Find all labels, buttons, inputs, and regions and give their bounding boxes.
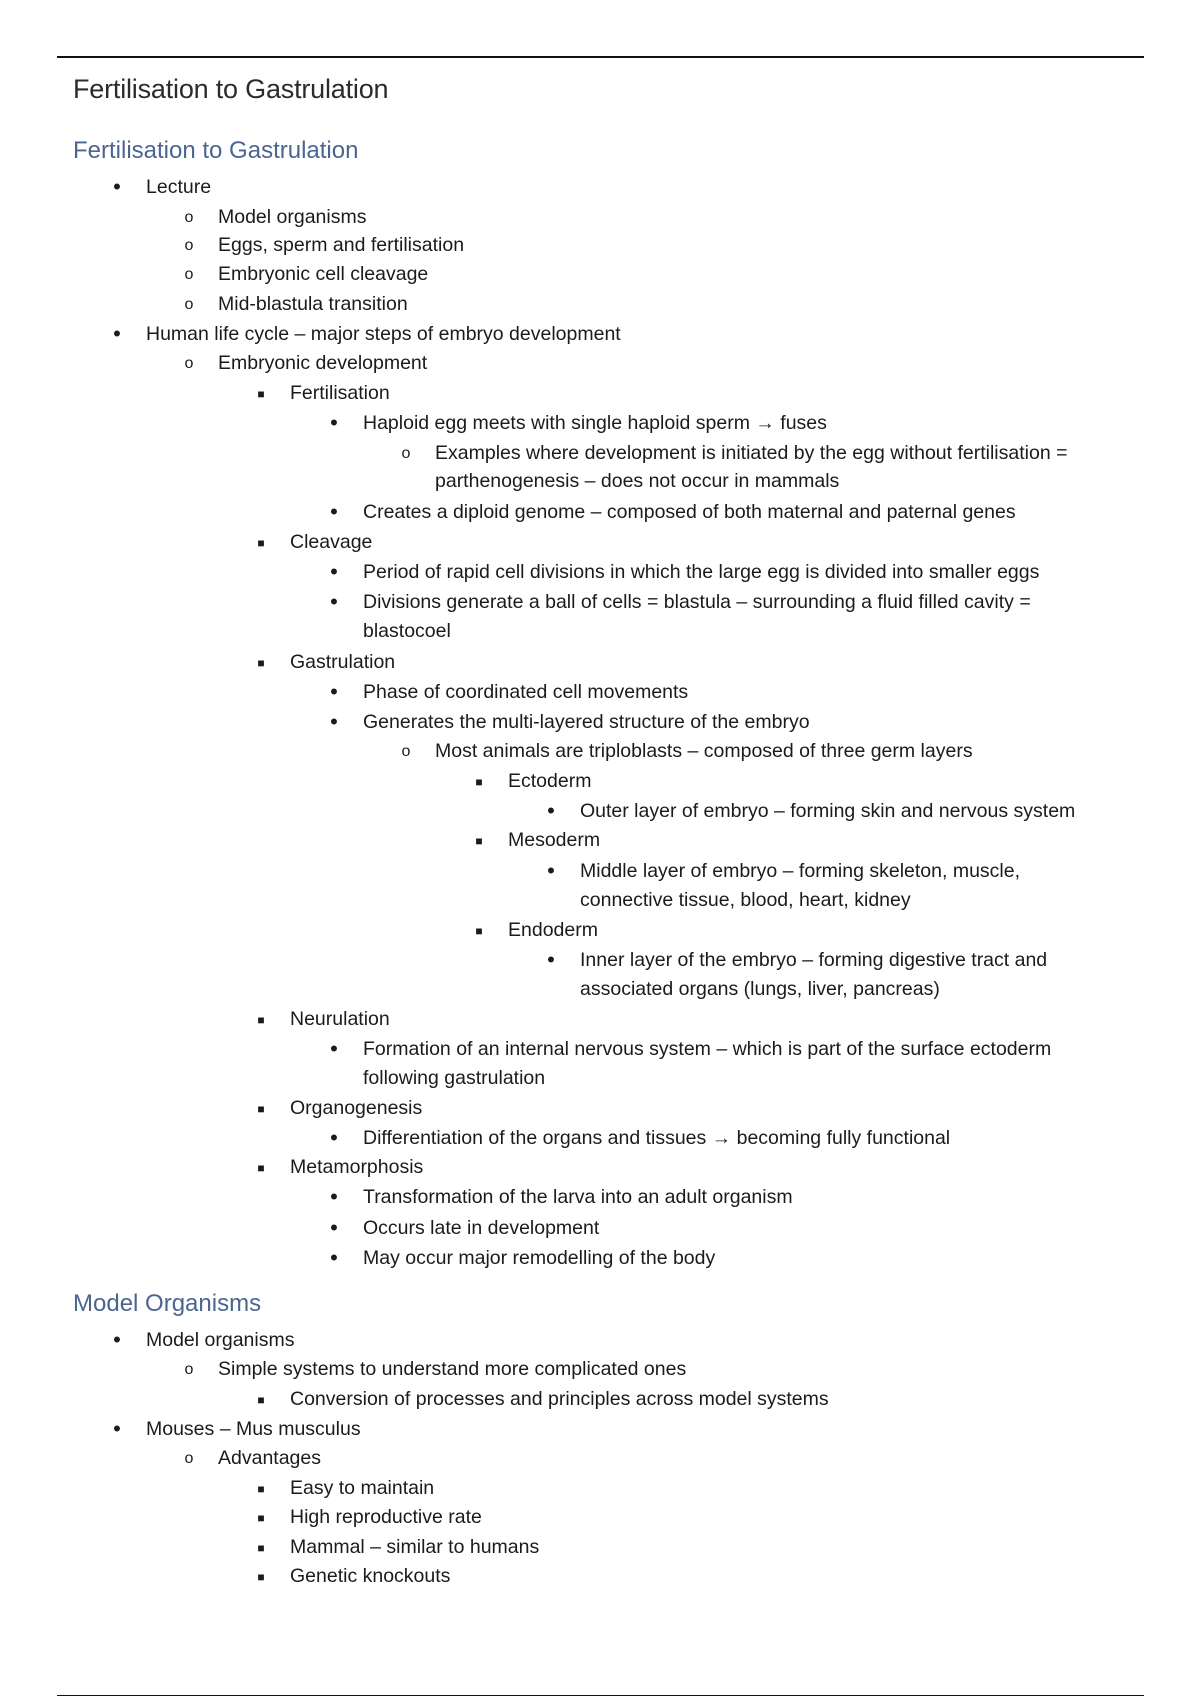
hollow-bullet-icon: o xyxy=(184,266,194,283)
square-bullet-icon: ■ xyxy=(257,1393,265,1407)
list-item: o Most animals are triploblasts – composed of three germ layers xyxy=(435,739,973,763)
list-item: • Inner layer of the embryo – forming digestive tract and xyxy=(580,948,1047,972)
square-bullet-icon: ■ xyxy=(257,1541,265,1555)
list-item: ■ Fertilisation xyxy=(290,381,390,405)
list-item: • Divisions generate a ball of cells = blastula – surrounding a fluid filled cavity = xyxy=(363,590,1031,614)
list-item: • Model organisms xyxy=(146,1328,294,1352)
bullet-icon: • xyxy=(547,798,555,823)
list-item: o Mid-blastula transition xyxy=(218,292,408,316)
bullet-icon: • xyxy=(330,499,338,524)
list-item: ■ Metamorphosis xyxy=(290,1155,423,1179)
list-item: ■ Easy to maintain xyxy=(290,1476,434,1500)
list-item: o Simple systems to understand more complicated ones xyxy=(218,1357,686,1381)
square-bullet-icon: ■ xyxy=(475,775,483,789)
hollow-bullet-icon: o xyxy=(401,743,411,760)
square-bullet-icon: ■ xyxy=(257,387,265,401)
list-item-continuation: blastocoel xyxy=(363,620,451,642)
hollow-bullet-icon: o xyxy=(184,237,194,254)
square-bullet-icon: ■ xyxy=(257,1570,265,1584)
bullet-icon: • xyxy=(113,321,121,346)
square-bullet-icon: ■ xyxy=(475,834,483,848)
list-item: • Occurs late in development xyxy=(363,1216,599,1240)
hollow-bullet-icon: o xyxy=(184,1450,194,1467)
hollow-bullet-icon: o xyxy=(184,296,194,313)
list-item: ■ High reproductive rate xyxy=(290,1505,482,1529)
bullet-icon: • xyxy=(330,589,338,614)
bottom-rule xyxy=(57,1695,1144,1696)
bullet-icon: • xyxy=(113,174,121,199)
bullet-icon: • xyxy=(330,1245,338,1270)
list-item: ■ Gastrulation xyxy=(290,650,395,674)
square-bullet-icon: ■ xyxy=(257,536,265,550)
list-item: ■ Genetic knockouts xyxy=(290,1564,450,1588)
square-bullet-icon: ■ xyxy=(257,1013,265,1027)
list-item: • Lecture xyxy=(146,175,211,199)
list-item: ■ Neurulation xyxy=(290,1007,390,1031)
list-item: o Embryonic cell cleavage xyxy=(218,262,428,286)
list-item-continuation: connective tissue, blood, heart, kidney xyxy=(580,889,911,911)
list-item: • Mouses – Mus musculus xyxy=(146,1417,361,1441)
list-item: • May occur major remodelling of the body xyxy=(363,1246,715,1270)
square-bullet-icon: ■ xyxy=(257,1511,265,1525)
section-heading: Model Organisms xyxy=(73,1290,262,1317)
bullet-icon: • xyxy=(330,709,338,734)
hollow-bullet-icon: o xyxy=(401,445,411,462)
square-bullet-icon: ■ xyxy=(475,924,483,938)
list-item: • Generates the multi-layered structure of the embryo xyxy=(363,710,810,734)
bullet-icon: • xyxy=(330,1036,338,1061)
section-heading: Fertilisation to Gastrulation xyxy=(73,137,359,164)
list-item-continuation: parthenogenesis – does not occur in mammals xyxy=(435,470,840,492)
document-title: Fertilisation to Gastrulation xyxy=(73,74,389,104)
hollow-bullet-icon: o xyxy=(184,1361,194,1378)
list-item: • Outer layer of embryo – forming skin and nervous system xyxy=(580,799,1075,823)
list-item-continuation: associated organs (lungs, liver, pancreas) xyxy=(580,978,940,1000)
list-item: • Formation of an internal nervous system – which is part of the surface ectoderm xyxy=(363,1037,1051,1061)
list-item: • Differentiation of the organs and tissues → becoming fully functional xyxy=(363,1126,950,1150)
list-item: o Eggs, sperm and fertilisation xyxy=(218,233,464,257)
list-item: ■ Mammal – similar to humans xyxy=(290,1535,539,1559)
hollow-bullet-icon: o xyxy=(184,209,194,226)
square-bullet-icon: ■ xyxy=(257,1102,265,1116)
list-item: o Advantages xyxy=(218,1446,321,1470)
list-item: • Human life cycle – major steps of embryo development xyxy=(146,322,621,346)
square-bullet-icon: ■ xyxy=(257,656,265,670)
list-item: • Creates a diploid genome – composed of both maternal and paternal genes xyxy=(363,500,1016,524)
bullet-icon: • xyxy=(547,858,555,883)
list-item: • Phase of coordinated cell movements xyxy=(363,680,688,704)
hollow-bullet-icon: o xyxy=(184,355,194,372)
list-item-continuation: following gastrulation xyxy=(363,1067,546,1089)
list-item: ■ Ectoderm xyxy=(508,769,591,793)
list-item: • Period of rapid cell divisions in which the large egg is divided into smaller eggs xyxy=(363,560,1039,584)
list-item: ■ Conversion of processes and principles across model systems xyxy=(290,1387,829,1411)
bullet-icon: • xyxy=(330,1125,338,1150)
list-item: ■ Cleavage xyxy=(290,530,372,554)
list-item: ■ Organogenesis xyxy=(290,1096,422,1120)
bullet-icon: • xyxy=(330,410,338,435)
bullet-icon: • xyxy=(547,947,555,972)
bullet-icon: • xyxy=(330,679,338,704)
top-rule xyxy=(57,56,1144,58)
square-bullet-icon: ■ xyxy=(257,1482,265,1496)
list-item: • Transformation of the larva into an adult organism xyxy=(363,1185,793,1209)
list-item: ■ Endoderm xyxy=(508,918,598,942)
list-item: • Middle layer of embryo – forming skeleton, muscle, xyxy=(580,859,1020,883)
bullet-icon: • xyxy=(330,559,338,584)
bullet-icon: • xyxy=(113,1416,121,1441)
bullet-icon: • xyxy=(113,1327,121,1352)
list-item: • Haploid egg meets with single haploid sperm → fuses xyxy=(363,411,827,435)
list-item: o Model organisms xyxy=(218,205,366,229)
square-bullet-icon: ■ xyxy=(257,1161,265,1175)
list-item: o Embryonic development xyxy=(218,351,427,375)
bullet-icon: • xyxy=(330,1184,338,1209)
list-item: ■ Mesoderm xyxy=(508,828,600,852)
list-item: o Examples where development is initiated by the egg without fertilisation = xyxy=(435,441,1067,465)
bullet-icon: • xyxy=(330,1215,338,1240)
